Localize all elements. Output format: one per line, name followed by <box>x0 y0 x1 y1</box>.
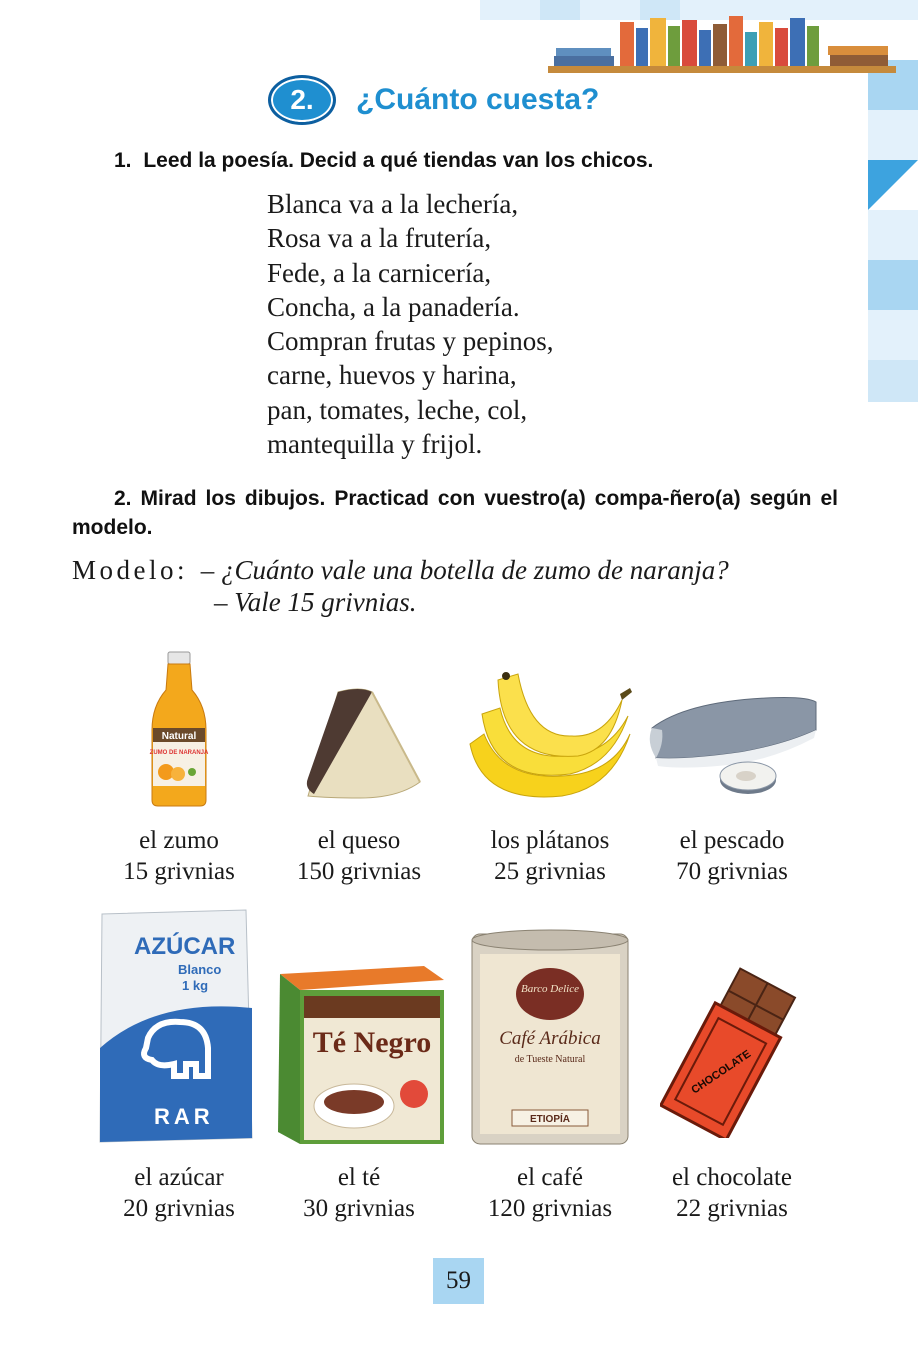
product-caption <box>455 1162 645 1224</box>
juice-label-text: ZUMO DE NARANJA <box>149 750 209 756</box>
product-caption <box>455 825 645 887</box>
section-heading <box>268 76 599 124</box>
poem-line: Compran frutas y pepinos, <box>267 326 554 357</box>
coffee-brand-text: Barco Delice <box>521 983 579 995</box>
coffee-tin-image <box>468 926 632 1148</box>
sugar-title-text: AZÚCAR <box>134 933 236 960</box>
product-price: 30 grivnias <box>303 1195 415 1222</box>
product-name: el té <box>337 1164 381 1191</box>
poem-line: Rosa va a la frutería, <box>267 223 492 254</box>
juice-brand-text: Natural <box>161 731 197 742</box>
model-label: Modelo: <box>72 555 188 585</box>
product-name: el zumo <box>139 827 219 854</box>
poem-line: Concha, a la panadería. <box>267 291 520 322</box>
section-title: ¿Cuánto cuesta? <box>356 83 600 116</box>
bookshelf-illustration <box>548 8 896 74</box>
model-question: – ¿Cuánto vale una botella de zumo de naranja? <box>200 555 729 585</box>
task-2-instruction <box>72 484 838 542</box>
product-caption <box>264 1162 454 1224</box>
product-name: los plátanos <box>490 827 610 854</box>
task-2-number: 2. <box>114 487 132 510</box>
product-price: 120 grivnias <box>487 1195 613 1222</box>
poem-line: mantequilla y frijol. <box>267 429 483 460</box>
task-2-text: Mirad los dibujos. Practicad con vuestro(a) compa-ñero(a) según el modelo. <box>72 487 838 539</box>
sugar-bag-image <box>96 908 256 1146</box>
product-name: el café <box>517 1164 583 1191</box>
product-price: 70 grivnias <box>676 858 788 885</box>
product-price: 20 grivnias <box>123 1195 235 1222</box>
task-1-number: 1. <box>114 149 132 172</box>
product-price: 25 grivnias <box>494 858 606 885</box>
product-caption <box>84 825 274 887</box>
coffee-title-text: Café Arábica <box>499 1028 601 1049</box>
poem-line: Blanca va a la lechería, <box>267 189 519 219</box>
task-1-instruction <box>114 146 653 175</box>
fish-image <box>646 688 818 806</box>
sugar-brand-text: RAR <box>154 1104 214 1129</box>
page-number: 59 <box>433 1258 484 1304</box>
product-name: el pescado <box>679 827 785 854</box>
model-answer: – Vale 15 grivnias. <box>214 587 417 617</box>
product-price: 22 grivnias <box>676 1195 788 1222</box>
product-price: 15 grivnias <box>123 858 235 885</box>
poem-line: Fede, a la carnicería, <box>267 257 492 288</box>
poem-line: carne, huevos y harina, <box>267 360 517 391</box>
task-1-text: Leed la poesía. Decid a qué tiendas van los chicos. <box>143 149 654 172</box>
section-number-badge: 2. <box>268 75 336 125</box>
poem <box>267 187 553 461</box>
sugar-sub-text: Blanco <box>178 962 222 977</box>
poem-line: pan, tomates, leche, col, <box>267 394 528 425</box>
sugar-weight-text: 1 kg <box>182 978 209 993</box>
product-name: el azúcar <box>134 1164 224 1191</box>
product-price: 150 grivnias <box>296 858 422 885</box>
cheese-wedge-image <box>298 686 423 811</box>
coffee-sub-text: de Tueste Natural <box>514 1054 586 1065</box>
product-caption <box>264 825 454 887</box>
bananas-image <box>462 664 637 806</box>
tea-title-text: Té Negro <box>312 1026 432 1059</box>
product-caption <box>84 1162 274 1224</box>
coffee-origin-text: ETIOPÍA <box>529 1114 571 1125</box>
chocolate-bar-image <box>660 966 802 1138</box>
model-dialogue <box>72 553 729 587</box>
product-caption <box>637 1162 827 1224</box>
juice-bottle-image <box>148 650 210 808</box>
product-name: el chocolate <box>671 1164 793 1191</box>
tea-box-image <box>274 964 446 1146</box>
product-name: el queso <box>317 827 401 854</box>
product-caption <box>637 825 827 887</box>
chocolate-label-text: CHOCOLATE <box>689 1048 754 1097</box>
